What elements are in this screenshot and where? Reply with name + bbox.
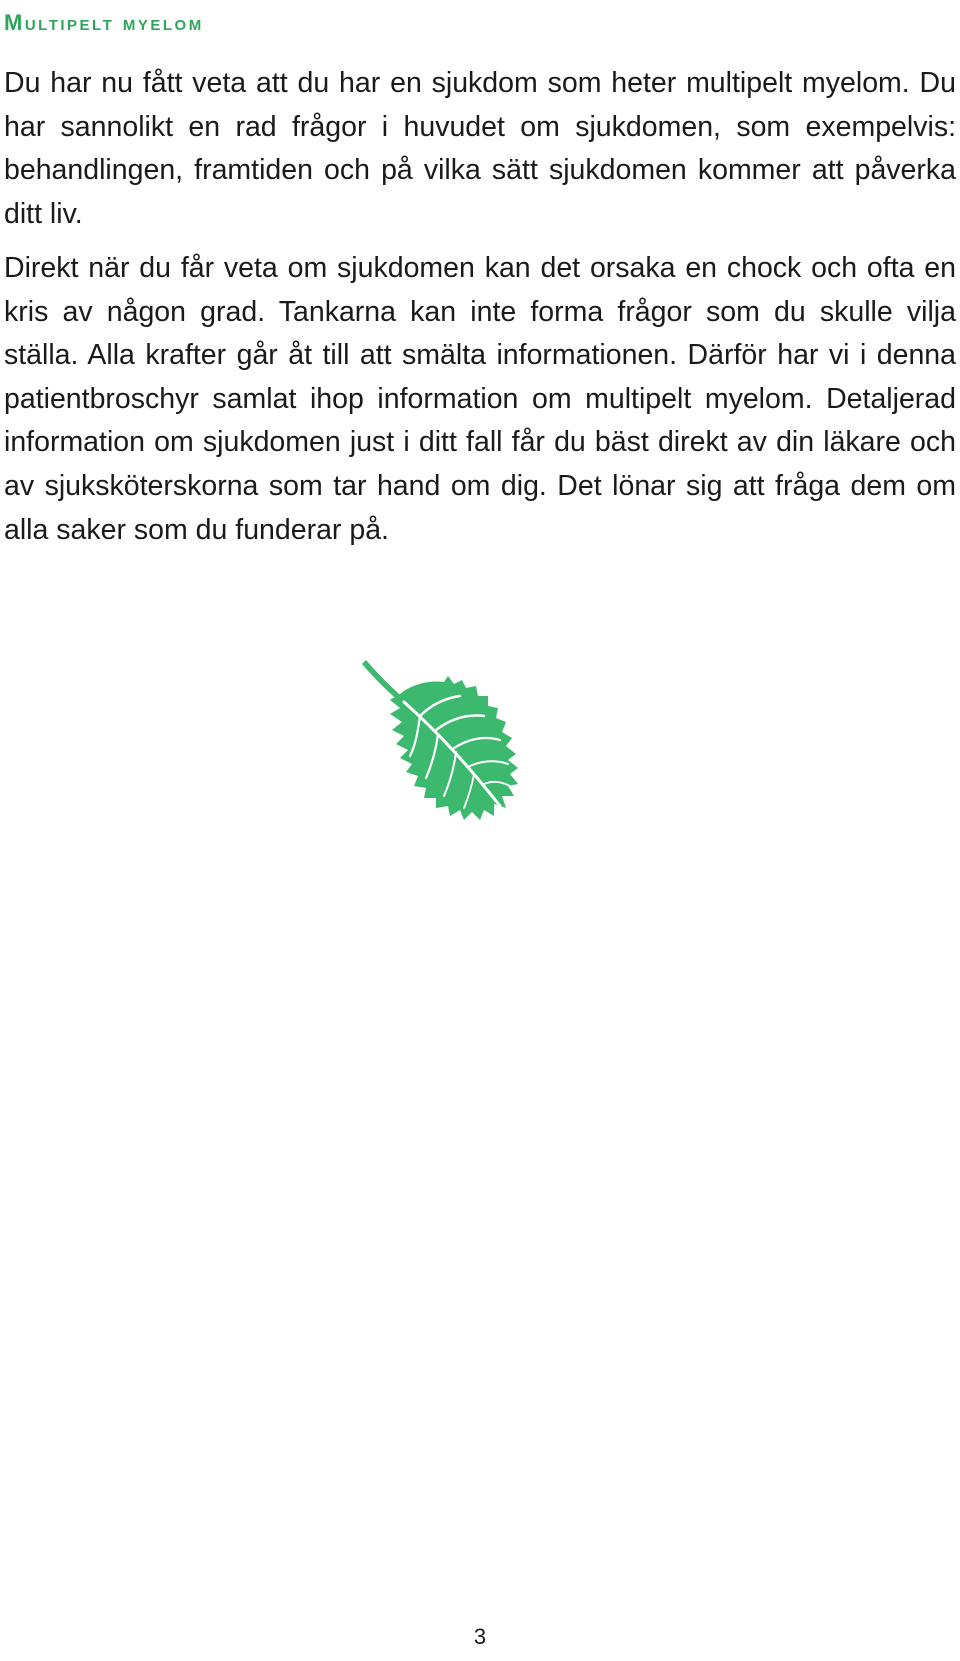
leaf-icon bbox=[360, 656, 546, 824]
page-number: 3 bbox=[473, 1624, 487, 1649]
section-heading: Multipelt myelom bbox=[4, 10, 204, 35]
leaf-stem bbox=[362, 660, 406, 704]
intro-paragraph: Du har nu fått veta att du har en sjukdom som heter multipelt myelom. Du har sannolikt en rad frågor i huvudet om sjukdomen, som exempelvis: behandlingen, framtiden och på vilka sätt sjukdomen kommer att påverka ditt liv. bbox=[4, 67, 956, 230]
body-paragraph: Direkt när du får veta om sjukdomen kan det orsaka en chock och ofta en kris av någon grad. Tankarna kan inte forma frågor som du skulle vilja ställa. Alla krafter går åt till att smälta informationen. Därför har vi i denna patientbroschyr samlat ihop information om multipelt myelom. Detaljerad information om sjukdomen just i ditt fall får du bäst direkt av din läkare och av sjuksköterskorna som tar hand om dig. Det lönar sig att fråga dem om alla saker som du funderar på. bbox=[4, 252, 956, 546]
